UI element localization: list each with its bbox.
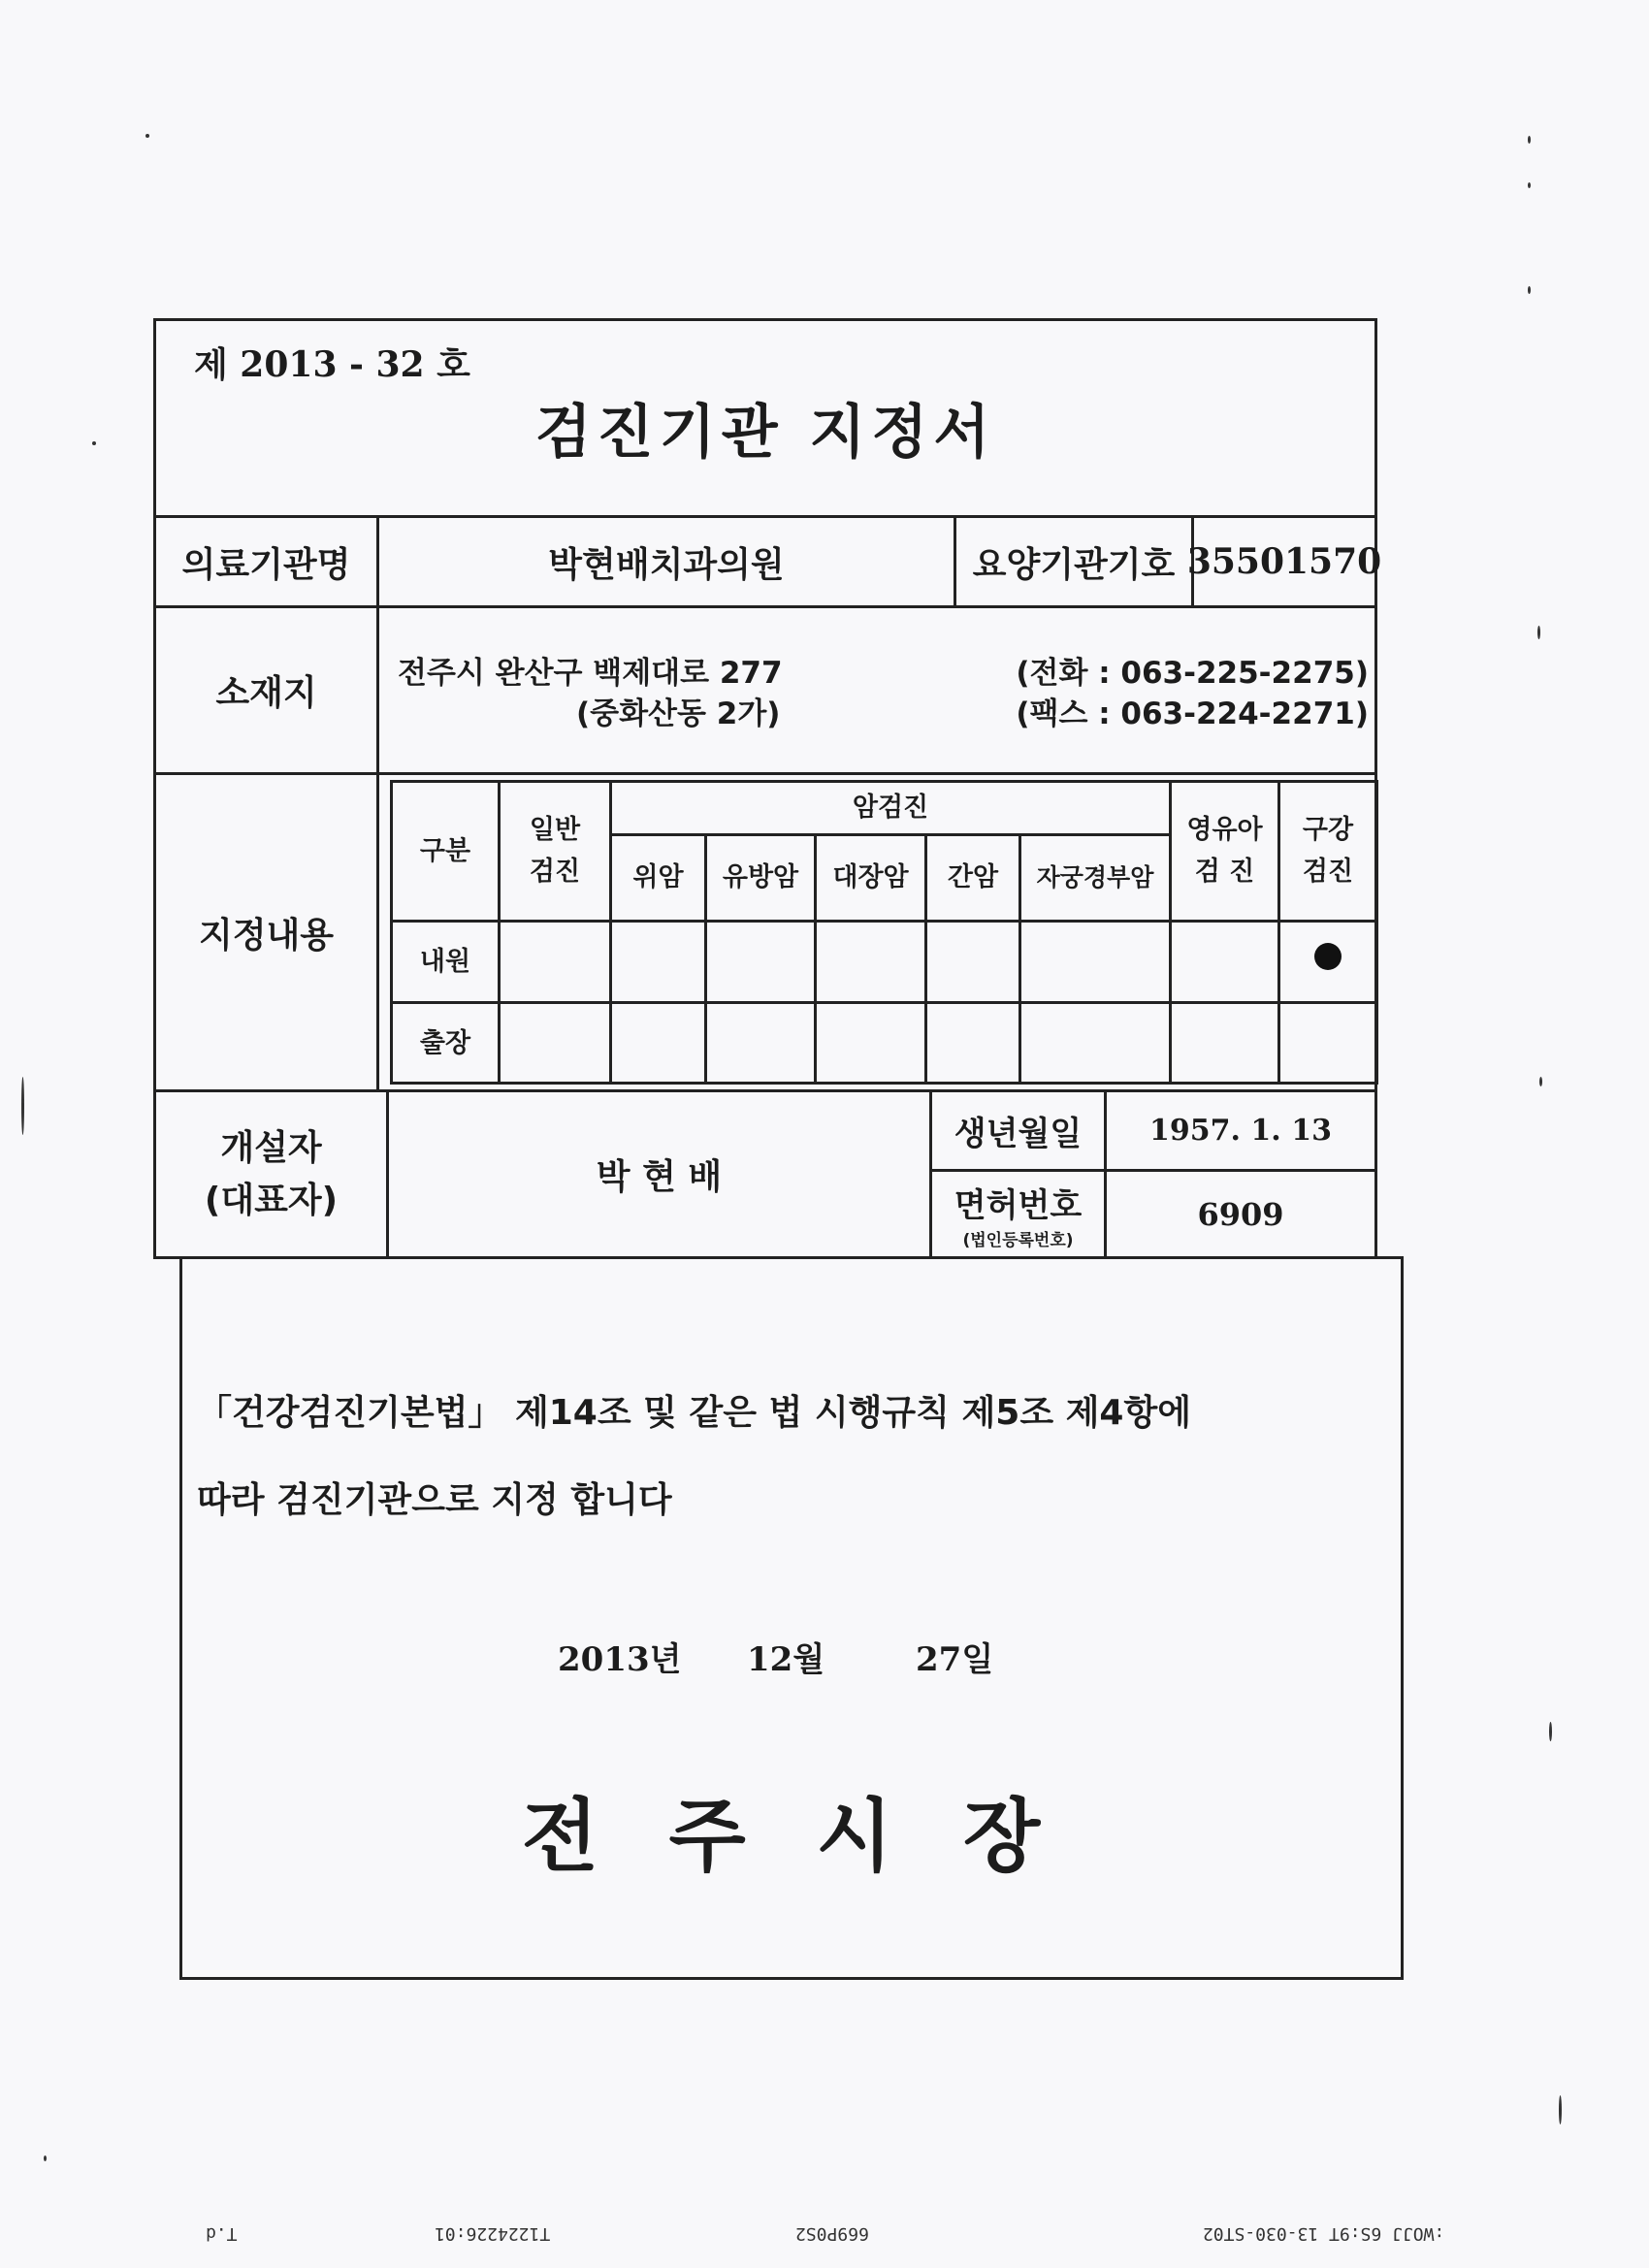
scan-speck (1537, 626, 1540, 639)
designation-label: 지정내용 (153, 772, 379, 1092)
scan-speck (1528, 182, 1531, 188)
cancer-type-liver: 간암 (926, 835, 1020, 922)
cancer-type-cervical: 자궁경부암 (1020, 835, 1171, 922)
cancer-type-stomach: 위암 (611, 835, 706, 922)
cell-visit-stomach (611, 921, 706, 1003)
fax-footer-c: 669P0S2 (795, 2223, 869, 2244)
cancer-type-colon: 대장암 (816, 835, 926, 922)
legal-basis-line1: 「건강검진기본법」 제14조 및 같은 법 시행규칙 제5조 제4항에 (197, 1393, 1191, 1433)
license-value: 6909 (1104, 1169, 1377, 1259)
founder-label: 개설자 (대표자) (153, 1089, 389, 1259)
license-label: 면허번호 (954, 1185, 1083, 1225)
scan-speck (92, 441, 96, 445)
issuer-name: 전 주 시 장 (521, 1791, 1062, 1883)
address-line1: 전주시 완산구 백제대로 277 (398, 656, 783, 691)
infant-checkup-header: 영유아 검 진 (1171, 782, 1279, 922)
cell-visit-liver (926, 921, 1020, 1003)
institution-name: 박현배치과의원 (376, 515, 956, 608)
phone-number: (전화 : 063-225-2275) (1016, 656, 1369, 691)
designation-table (390, 780, 1378, 1085)
scan-speck (1559, 2095, 1562, 2124)
legal-basis-line2: 따라 검진기관으로 지정 합니다 (197, 1480, 672, 1520)
document-title: 검진기관 지정서 (534, 399, 996, 467)
fax-footer-b: T1224226:01 (435, 2223, 551, 2244)
cell-out-infant (1171, 1003, 1279, 1084)
birth-value: 1957. 1. 13 (1104, 1089, 1377, 1172)
issue-month: 12월 (747, 1640, 825, 1679)
location-label: 소재지 (153, 605, 379, 775)
scan-speck (1528, 286, 1531, 294)
cancer-checkup-header: 암검진 (611, 782, 1171, 835)
license-sublabel: (법인등록번호) (962, 1230, 1074, 1250)
cell-out-cervical (1020, 1003, 1171, 1084)
document-number: 제 2013 - 32 호 (194, 344, 470, 385)
cancer-type-breast: 유방암 (706, 835, 816, 922)
cell-visit-infant (1171, 921, 1279, 1003)
issue-day: 27일 (916, 1640, 994, 1679)
scan-speck (1528, 136, 1531, 144)
address-line2: (중화산동 2가) (576, 697, 781, 731)
designated-mark-icon (1314, 943, 1342, 970)
institution-code: 35501570 (1191, 515, 1377, 608)
cell-out-oral (1279, 1003, 1377, 1084)
license-label-cell (929, 1169, 1107, 1259)
scan-speck (21, 1077, 24, 1135)
scan-speck (1549, 1722, 1552, 1741)
fax-footer-d: :WOJJ 6S:9T 13-030-ST02 (1203, 2223, 1445, 2244)
cell-visit-oral (1279, 921, 1377, 1003)
cell-out-breast (706, 1003, 816, 1084)
birth-label: 생년월일 (929, 1089, 1107, 1172)
scan-speck (44, 2155, 47, 2161)
fax-number: (팩스 : 063-224-2271) (1016, 697, 1369, 731)
founder-name: 박 현 배 (386, 1089, 932, 1259)
fax-footer-a: T.d (206, 2223, 238, 2244)
cell-visit-breast (706, 921, 816, 1003)
cell-out-stomach (611, 1003, 706, 1084)
row-visit-label: 내원 (392, 921, 500, 1003)
scan-speck (1539, 1077, 1542, 1086)
row-outreach-label: 출장 (392, 1003, 500, 1084)
category-header: 구분 (392, 782, 500, 922)
issue-year: 2013년 (558, 1640, 682, 1679)
scan-speck (146, 134, 149, 138)
cell-visit-colon (816, 921, 926, 1003)
institution-label: 의료기관명 (153, 515, 379, 608)
cell-visit-cervical (1020, 921, 1171, 1003)
cell-out-colon (816, 1003, 926, 1084)
oral-checkup-header: 구강 검진 (1279, 782, 1377, 922)
cell-visit-general (500, 921, 611, 1003)
institution-code-label: 요양기관기호 (954, 515, 1194, 608)
certificate-frame (153, 318, 1398, 2012)
cell-out-liver (926, 1003, 1020, 1084)
general-checkup-header: 일반 검진 (500, 782, 611, 922)
cell-out-general (500, 1003, 611, 1084)
